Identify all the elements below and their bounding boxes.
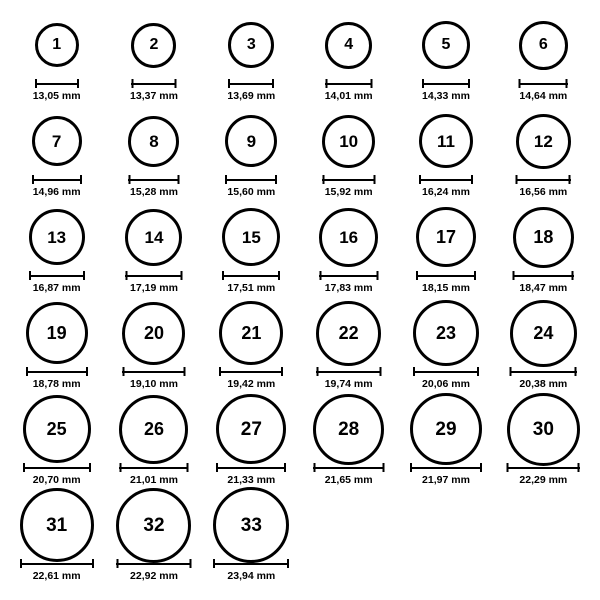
ring-circle-wrap (23, 396, 91, 462)
ring-size-label: 19 (46, 323, 67, 343)
ring-circle-icon (319, 208, 378, 267)
ring-circle-wrap (116, 492, 191, 558)
ring-circle-icon (35, 23, 79, 67)
ring-diameter-label: 20,70 mm (32, 474, 81, 486)
ring-circle-icon (519, 21, 568, 70)
ring-diameter-label: 22,92 mm (130, 570, 178, 582)
ring-circle-icon (32, 116, 82, 166)
ring-diameter-label: 15,60 mm (227, 186, 276, 198)
ring-cell (397, 396, 494, 492)
ring-cell (397, 108, 494, 204)
ring-size-label: 13 (47, 227, 67, 247)
ring-circle-wrap (316, 300, 381, 366)
ring-circle-icon (116, 488, 191, 563)
ring-circle-wrap (519, 12, 568, 78)
ring-cell (203, 396, 300, 492)
ring-cell (300, 108, 397, 204)
ring-cell (495, 12, 592, 108)
ring-diameter-label: 14,33 mm (422, 90, 470, 102)
ring-size-label: 11 (436, 131, 455, 151)
ring-size-label: 18 (533, 227, 554, 247)
ring-diameter-label: 17,51 mm (227, 282, 276, 294)
ring-cell (300, 300, 397, 396)
ring-diameter-label: 13,37 mm (130, 90, 178, 102)
ring-cell (105, 300, 202, 396)
ring-circle-wrap (213, 492, 289, 558)
ring-circle-icon (510, 300, 577, 367)
ring-cell (495, 300, 592, 396)
ring-circle-wrap (325, 12, 372, 78)
ring-circle-wrap (20, 492, 94, 558)
ring-circle-icon (325, 22, 372, 69)
ring-circle-icon (322, 115, 375, 168)
ring-circle-wrap (416, 204, 476, 270)
ring-circle-wrap (319, 204, 378, 270)
ring-cell (8, 300, 105, 396)
ring-circle-wrap (322, 108, 375, 174)
ring-size-label: 2 (149, 36, 159, 53)
ring-diameter-label: 17,19 mm (130, 282, 178, 294)
ring-cell (397, 204, 494, 300)
ring-circle-icon (516, 114, 571, 169)
ring-circle-icon (20, 488, 94, 562)
ring-diameter-label: 16,56 mm (519, 186, 568, 198)
ring-cell (300, 12, 397, 108)
ring-circle-icon (419, 114, 473, 168)
ring-size-label: 17 (435, 227, 456, 247)
ring-cell (495, 396, 592, 492)
ring-diameter-label: 22,61 mm (32, 570, 81, 582)
ring-cell (300, 204, 397, 300)
ring-circle-wrap (516, 108, 571, 174)
ring-cell (8, 108, 105, 204)
ring-cell (203, 492, 300, 588)
ring-cell (203, 12, 300, 108)
ring-diameter-label: 18,47 mm (519, 282, 568, 294)
ring-circle-icon (219, 301, 283, 365)
ring-circle-wrap (419, 108, 473, 174)
ring-size-label: 8 (149, 131, 159, 151)
ring-circle-wrap (26, 300, 88, 366)
ring-diameter-label: 18,15 mm (422, 282, 470, 294)
ring-circle-icon (29, 209, 85, 265)
ring-cell (8, 204, 105, 300)
ring-circle-icon (225, 115, 277, 167)
ring-cell (105, 396, 202, 492)
ring-diameter-label: 19,42 mm (227, 378, 276, 390)
ring-size-label: 10 (339, 131, 359, 151)
ring-diameter-label: 21,33 mm (227, 474, 276, 486)
ring-circle-wrap (410, 396, 482, 462)
ring-circle-wrap (125, 204, 182, 270)
ring-cell (105, 12, 202, 108)
ring-size-label: 6 (538, 36, 548, 53)
ring-circle-icon (416, 207, 476, 267)
ring-circle-wrap (119, 396, 188, 462)
ring-cell (495, 108, 592, 204)
ring-circle-icon (23, 395, 91, 463)
ring-size-label: 30 (532, 418, 554, 440)
ring-circle-wrap (122, 300, 185, 366)
ring-size-label: 32 (143, 514, 165, 536)
ring-cell (8, 12, 105, 108)
ring-size-label: 22 (338, 323, 359, 343)
ring-size-label: 23 (435, 323, 456, 343)
ring-diameter-label: 18,78 mm (32, 378, 81, 390)
ring-cell (397, 12, 494, 108)
ring-diameter-label: 20,06 mm (422, 378, 470, 390)
ring-circle-icon (125, 209, 182, 266)
ring-diameter-label: 16,87 mm (32, 282, 81, 294)
ring-circle-icon (228, 22, 274, 68)
ring-size-label: 27 (240, 418, 262, 440)
ring-diameter-label: 23,94 mm (227, 570, 276, 582)
ring-circle-wrap (219, 300, 283, 366)
ring-diameter-label: 16,24 mm (422, 186, 470, 198)
ring-circle-wrap (422, 12, 470, 78)
ring-circle-wrap (131, 12, 176, 78)
ring-cell (203, 204, 300, 300)
ring-diameter-label: 21,01 mm (130, 474, 178, 486)
ring-circle-icon (119, 395, 188, 464)
ring-cell (105, 108, 202, 204)
ring-circle-wrap (35, 12, 79, 78)
ring-cell (105, 204, 202, 300)
ring-circle-wrap (513, 204, 574, 270)
ring-circle-wrap (225, 108, 277, 174)
ring-cell (203, 300, 300, 396)
ring-circle-wrap (128, 108, 179, 174)
ring-circle-icon (507, 393, 580, 466)
ring-circle-icon (131, 23, 176, 68)
ring-circle-wrap (507, 396, 580, 462)
ring-circle-wrap (29, 204, 85, 270)
ring-circle-icon (313, 394, 384, 465)
ring-circle-icon (213, 487, 289, 563)
ring-grid (8, 12, 592, 588)
ring-circle-icon (128, 116, 179, 167)
ring-diameter-label: 13,05 mm (32, 90, 81, 102)
ring-size-label: 28 (338, 418, 360, 440)
ring-diameter-label: 19,10 mm (130, 378, 178, 390)
ring-size-label: 31 (46, 514, 68, 536)
ring-circle-icon (413, 300, 479, 366)
ring-cell (105, 492, 202, 588)
ring-size-label: 21 (241, 323, 262, 343)
ring-circle-wrap (413, 300, 479, 366)
ring-size-label: 9 (246, 131, 257, 151)
ring-size-label: 29 (435, 418, 457, 440)
ring-diameter-label: 15,28 mm (130, 186, 178, 198)
ring-circle-icon (122, 302, 185, 365)
ring-diameter-label: 19,74 mm (324, 378, 373, 390)
ring-circle-icon (422, 21, 470, 69)
ring-cell (495, 204, 592, 300)
ring-diameter-label: 14,96 mm (32, 186, 81, 198)
ring-circle-wrap (228, 12, 274, 78)
ring-size-label: 26 (143, 419, 164, 439)
ring-size-label: 4 (344, 36, 354, 53)
ring-diameter-label: 20,38 mm (519, 378, 568, 390)
ring-size-label: 7 (51, 131, 62, 151)
ring-circle-icon (513, 207, 574, 268)
ring-size-label: 24 (533, 323, 554, 343)
ring-size-label: 20 (143, 323, 164, 343)
ring-diameter-label: 22,29 mm (519, 474, 568, 486)
ring-size-label: 5 (441, 36, 451, 53)
ring-diameter-label: 14,01 mm (324, 90, 373, 102)
ring-diameter-label: 21,65 mm (324, 474, 373, 486)
ring-diameter-label: 15,92 mm (324, 186, 373, 198)
ring-diameter-label: 21,97 mm (422, 474, 470, 486)
ring-size-label: 14 (144, 227, 164, 247)
ring-cell (8, 492, 105, 588)
ring-size-label: 33 (240, 514, 262, 536)
ring-circle-icon (26, 302, 88, 364)
ring-cell (300, 396, 397, 492)
ring-size-label: 1 (52, 36, 62, 53)
ring-circle-icon (222, 208, 280, 266)
ring-circle-wrap (313, 396, 384, 462)
ring-size-label: 12 (533, 131, 553, 151)
ring-cell (8, 396, 105, 492)
ring-circle-icon (216, 394, 286, 464)
ring-diameter-label: 14,64 mm (519, 90, 568, 102)
ring-circle-wrap (510, 300, 577, 366)
ring-diameter-label: 17,83 mm (324, 282, 373, 294)
ring-circle-wrap (222, 204, 280, 270)
ring-circle-wrap (32, 108, 82, 174)
ring-cell (203, 108, 300, 204)
ring-cell (397, 300, 494, 396)
ring-size-label: 16 (339, 227, 359, 247)
ring-circle-icon (316, 301, 381, 366)
ring-circle-icon (410, 393, 482, 465)
ring-diameter-label: 13,69 mm (227, 90, 276, 102)
ring-size-label: 25 (46, 419, 67, 439)
ring-size-label: 15 (241, 227, 261, 247)
ring-size-label: 3 (246, 36, 256, 53)
ring-circle-wrap (216, 396, 286, 462)
